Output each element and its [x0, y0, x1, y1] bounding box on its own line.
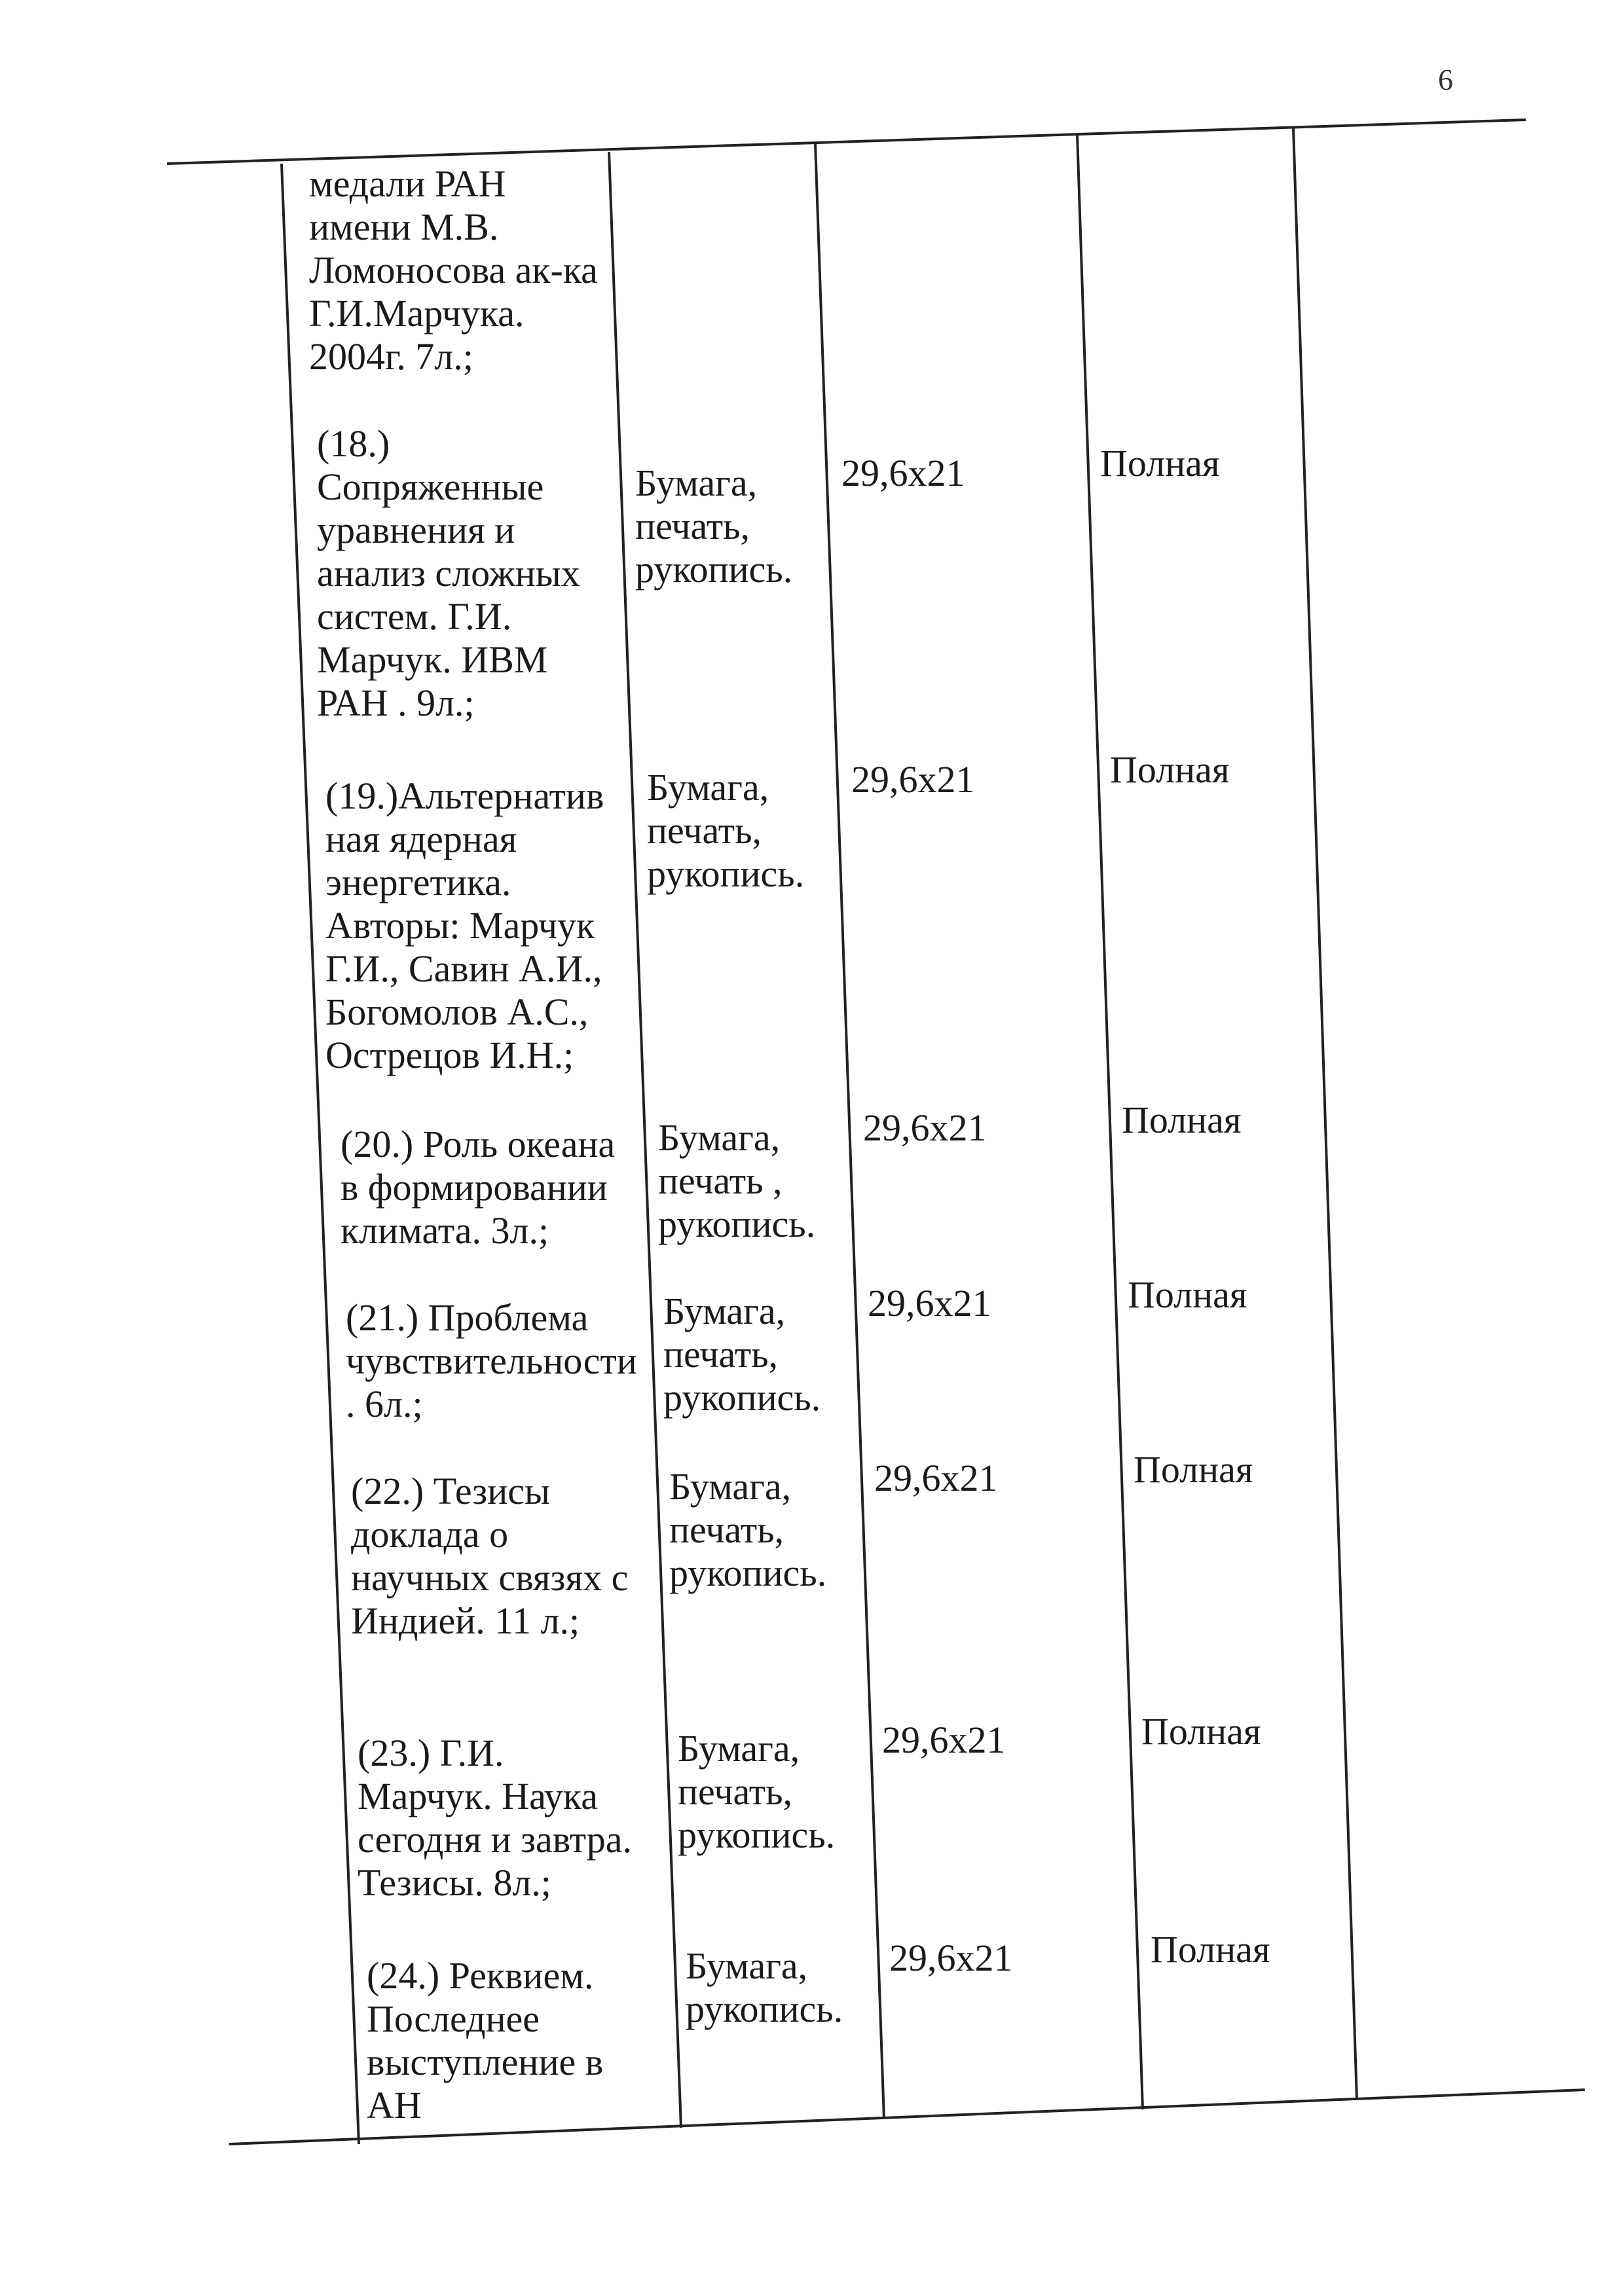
row-19-material: Бумага, печать, рукопись. — [647, 766, 805, 895]
top-border-line — [167, 120, 1526, 164]
row-20-completeness: Полная — [1122, 1099, 1242, 1141]
row-19-completeness: Полная — [1110, 748, 1230, 791]
row-21-description: (21.) Проблема чувствительности . 6л.; — [346, 1296, 637, 1425]
continuation-description: медали РАН имени М.В. Ломоносова ак-ка Г.И.Марчука. 2004г. 7л.; — [309, 162, 598, 378]
row-23-description: (23.) Г.И. Марчук. Наука сегодня и завтра. Тезисы. 8л.; — [358, 1732, 633, 1904]
row-21-material: Бумага, печать, рукопись. — [663, 1290, 821, 1419]
row-18-description: (18.) Сопряженные уравнения и анализ сложных систем. Г.И. Марчук. ИВМ РАН . 9л.; — [317, 422, 580, 724]
row-23-material: Бумага, печать, рукопись. — [678, 1727, 836, 1856]
row-18-completeness: Полная — [1100, 442, 1220, 484]
row-23-completeness: Полная — [1141, 1710, 1261, 1753]
row-18-format: 29,6x21 — [841, 452, 965, 494]
row-24-description: (24.) Реквием. Последнее выступление в АН — [367, 1954, 604, 2126]
row-20-material: Бумага, печать , рукопись. — [658, 1116, 816, 1245]
row-22-material: Бумага, печать, рукопись. — [669, 1465, 827, 1594]
row-24-format: 29,6x21 — [889, 1937, 1013, 1979]
row-19-format: 29,6x21 — [851, 758, 975, 801]
row-21-format: 29,6x21 — [868, 1282, 991, 1324]
page-number: 6 — [1438, 63, 1453, 96]
row-20-format: 29,6x21 — [863, 1106, 987, 1149]
row-24-completeness: Полная — [1151, 1928, 1270, 1971]
row-22-completeness: Полная — [1134, 1448, 1253, 1491]
row-22-format: 29,6x21 — [874, 1457, 998, 1499]
row-21-completeness: Полная — [1128, 1273, 1247, 1316]
row-23-format: 29,6x21 — [882, 1719, 1006, 1761]
row-19-description: (19.)Альтернатив ная ядерная энергетика. Авторы: Марчук Г.И., Савин А.И., Богомолов А.С., Острецов И.Н.; — [325, 774, 604, 1076]
row-24-material: Бумага, рукопись. — [686, 1944, 843, 2030]
row-22-description: (22.) Тезисы доклада о научных связях с Индией. 11 л.; — [351, 1470, 629, 1642]
row-18-material: Бумага, печать, рукопись. — [635, 462, 793, 591]
column-line-5 — [1293, 128, 1357, 2100]
row-20-description: (20.) Роль океана в формировании климата. 3л.; — [341, 1123, 616, 1252]
